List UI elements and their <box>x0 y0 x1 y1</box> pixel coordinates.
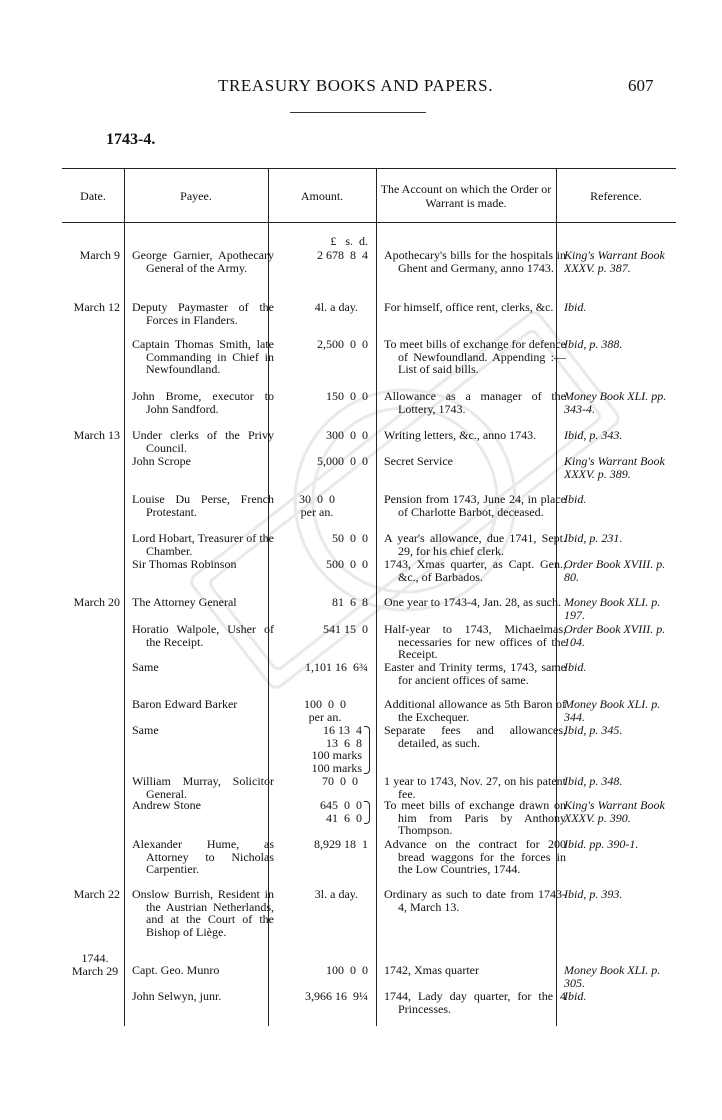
column-divider <box>376 168 377 1026</box>
payee-cell: John Selwyn, junr. <box>132 989 222 1003</box>
amount-cell: 16 13 4 13 6 8 100 marks 100 marks <box>311 723 362 775</box>
amount-cell: 30 0 0 per an. <box>299 492 335 519</box>
reference-cell: Ibid, p. 348. <box>564 774 623 788</box>
page-number: 607 <box>628 76 654 95</box>
amount-cell: 500 0 0 <box>326 557 368 571</box>
column-divider <box>124 168 125 1026</box>
amount-cell: 1,101 16 6¾ <box>305 660 368 674</box>
amount-cell: 2,500 0 0 <box>317 337 368 351</box>
account-cell: Ordinary as such to date from 1743-4, March 13. <box>384 887 566 914</box>
reference-cell: Order Book XVIII. p. 104. <box>564 622 666 649</box>
reference-cell: King's Warrant Book XXXV. p. 389. <box>564 454 665 481</box>
reference-cell: Ibid. <box>564 300 587 314</box>
account-cell: Half-year to 1743, Michaelmas, necessaries for new offices of the Receipt. <box>384 622 566 662</box>
payee-cell: Captain Thomas Smith, late Commanding in Chief in Newfoundland. <box>132 337 274 377</box>
account-cell: Apothecary's bills for the hospitals in Ghent and Germany, anno 1743. <box>384 248 566 275</box>
account-cell: Advance on the contract for 200 bread waggons for the forces in the Low Countries, 1744. <box>384 837 566 877</box>
reference-cell: Money Book XLI. pp. 343-4. <box>564 389 667 416</box>
reference-cell: Ibid. <box>564 989 587 1003</box>
reference-cell: Ibid, p. 345. <box>564 723 623 737</box>
payee-cell: Deputy Paymaster of the Forces in Flanders. <box>132 300 274 327</box>
payee-cell: William Murray, Solicitor General. <box>132 774 274 801</box>
amount-cell: 3,966 16 9¼ <box>305 989 368 1003</box>
date-cell: March 22 <box>73 887 120 901</box>
payee-cell: Capt. Geo. Munro <box>132 963 220 977</box>
reference-cell: Ibid. <box>564 492 587 506</box>
account-cell: Easter and Trinity terms, 1743, same for ancient offices of same. <box>384 660 566 687</box>
payee-cell: Alexander Hume, as Attorney to Nicholas Carpentier. <box>132 837 274 877</box>
reference-cell: Money Book XLI. p. 305. <box>564 963 661 990</box>
account-cell: Allowance as a manager of the Lottery, 1743. <box>384 389 566 416</box>
date-cell: March 20 <box>73 595 120 609</box>
column-header-payee: Payee. <box>180 189 212 203</box>
account-cell: One year to 1743-4, Jan. 28, as such. <box>384 595 561 609</box>
account-cell: For himself, office rent, clerks, &c. <box>384 300 554 314</box>
currency-heading: £ s. d. <box>330 234 368 248</box>
payee-cell: Sir Thomas Robinson <box>132 557 237 571</box>
table-header-rule <box>62 222 676 223</box>
column-header-account: The Account on which the Order or Warrant is made. <box>380 182 552 210</box>
reference-cell: Ibid, p. 343. <box>564 428 623 442</box>
payee-cell: Louise Du Perse, French Protestant. <box>132 492 274 519</box>
reference-cell: King's Warrant Book XXXV. p. 387. <box>564 248 665 275</box>
payee-cell: Same <box>132 723 159 737</box>
account-cell: To meet bills of exchange for defence of Newfoundland. Appending :—List of said bills. <box>384 337 566 377</box>
account-cell: Pension from 1743, June 24, in place of Charlotte Barbot, deceased. <box>384 492 566 519</box>
account-cell: 1742, Xmas quarter <box>384 963 479 977</box>
column-header-amount: Amount. <box>300 189 344 203</box>
payee-cell: Andrew Stone <box>132 798 201 812</box>
payee-cell: Same <box>132 660 159 674</box>
reference-cell: Ibid. <box>564 660 587 674</box>
account-cell: Secret Service <box>384 454 453 468</box>
payee-cell: Horatio Walpole, Usher of the Receipt. <box>132 622 274 649</box>
column-header-reference: Reference. <box>590 189 642 203</box>
amount-cell: 70 0 0 <box>322 774 358 788</box>
reference-cell: Money Book XLI. p. 197. <box>564 595 661 622</box>
amount-cell: 5,000 0 0 <box>317 454 368 468</box>
account-cell: To meet bills of exchange drawn on him from Paris by Anthony Thompson. <box>384 798 566 838</box>
payee-cell: George Garnier, Apothecary General of the Army. <box>132 248 274 275</box>
amount-cell: 300 0 0 <box>326 428 368 442</box>
amount-cell: 100 0 0 <box>326 963 368 977</box>
payee-cell: The Attorney General <box>132 595 237 609</box>
account-cell: 1 year to 1743, Nov. 27, on his patent fee. <box>384 774 566 801</box>
account-cell: 1743, Xmas quarter, as Capt. Gen., &c., of Barbados. <box>384 557 566 584</box>
amount-cell: 100 0 0 per an. <box>304 697 346 724</box>
payee-cell: Lord Hobart, Treasurer of the Chamber. <box>132 531 274 558</box>
date-cell: March 12 <box>73 300 120 314</box>
amount-brace <box>364 801 370 824</box>
reference-cell: Money Book XLI. p. 344. <box>564 697 661 724</box>
payee-cell: Under clerks of the Privy Council. <box>132 428 274 455</box>
payee-cell: John Scrope <box>132 454 191 468</box>
account-cell: A year's allowance, due 1741, Sept. 29, for his chief clerk. <box>384 531 566 558</box>
amount-cell: 541 15 0 <box>323 622 368 636</box>
account-cell: Additional allowance as 5th Baron of the Exchequer. <box>384 697 566 724</box>
column-header-date: Date. <box>80 189 106 203</box>
amount-cell: 4l. a day. <box>314 300 358 314</box>
running-title: TREASURY BOOKS AND PAPERS. <box>218 76 494 95</box>
amount-cell: 3l. a day. <box>314 887 358 901</box>
reference-cell: Ibid, p. 393. <box>564 887 623 901</box>
amount-cell: 50 0 0 <box>332 531 368 545</box>
amount-cell: 645 0 0 41 6 0 <box>320 798 362 825</box>
account-cell: Writing letters, &c., anno 1743. <box>384 428 537 442</box>
account-cell: 1744, Lady day quarter, for the 4 Princesses. <box>384 989 566 1016</box>
running-head <box>0 76 722 100</box>
payee-cell: Baron Edward Barker <box>132 697 238 711</box>
amount-cell: 150 0 0 <box>326 389 368 403</box>
year-heading: 1743-4. <box>106 131 156 148</box>
payee-cell: John Brome, executor to John Sandford. <box>132 389 274 416</box>
date-cell: March 13 <box>73 428 120 442</box>
date-cell: 1744. March 29 <box>71 951 119 978</box>
amount-cell: 2 678 8 4 <box>317 248 368 262</box>
payments-table <box>62 168 676 1028</box>
reference-cell: Ibid, p. 231. <box>564 531 623 545</box>
amount-cell: 81 6 8 <box>332 595 368 609</box>
amount-brace <box>364 726 370 774</box>
reference-cell: Ibid, p. 388. <box>564 337 623 351</box>
amount-cell: 8,929 18 1 <box>314 837 368 851</box>
date-cell: March 9 <box>79 248 120 262</box>
table-top-rule <box>62 168 676 169</box>
header-rule <box>290 112 426 113</box>
account-cell: Separate fees and allowances, detailed, as such. <box>384 723 566 750</box>
reference-cell: Ibid. pp. 390-1. <box>564 837 639 851</box>
payee-cell: Onslow Burrish, Resident in the Austrian Netherlands, and at the Court of the Bishop of Liège. <box>132 887 274 939</box>
currency-heading-row <box>62 235 676 248</box>
reference-cell: Order Book XVIII. p. 80. <box>564 557 666 584</box>
reference-cell: King's Warrant Book XXXV. p. 390. <box>564 798 665 825</box>
